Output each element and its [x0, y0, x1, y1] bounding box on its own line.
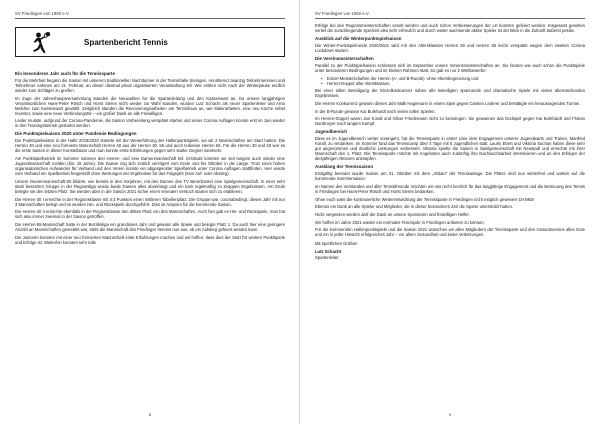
paragraph: Die Herren Konkurrenz gewann dieses Jahr Malk Hagemann in einem Spiel gegen Carsten Lederer und bestätigte ein herausragendes Turnier. [315, 101, 581, 107]
paragraph: Im Zuge der Jahreshauptversammlung standen die Neuwahlen für die Spartenleitung und den Kassenwart an. Da unsere langjährigen Verantwortlichen Hans-Peter Rösch und Horst Sieren nicht wieder zur Wahl standen, wurden Lutz Schacht als neuer Spartenleiter und Arno Melcher zum Kassenwart gewählt. Zeitgleich standen die Renovierungsarbeiten am Tennishaus an, wie Malerarbeiten, eine neu Küche nebst Inventer, sowie eine neue Verbindungstür – ein großer Dank an alle Freiwilligen. [15, 95, 285, 116]
list-item: • Einzel-Meisterschaften der Herren (A- und B-Runde) -ohne Altersbegrenzung und [321, 76, 585, 81]
paragraph: Die Herren-55-Mannschaft hatte in der Bezirksliga ein grandioses Jahr und gewann alle Spiele und belegte Platz 1. Da auch hier eine geringere Anzahl an Mannschaften gemeldet war, steht die Mannschaft des Friedinger Vereins nun aus, ob ein Aufstieg gefeiert werden kann. [15, 221, 285, 232]
page-number-left: 8 [148, 412, 152, 417]
title-box [15, 27, 285, 57]
paragraph: Die Herren-30 II erreichte ebenfalls in der Regionsklasse den dritten Platz von drei Mannschaften. Auch hier gab es Hin- und Rückspiele, man hat sich also immer zweimal in der Saison getroffen. [15, 209, 285, 220]
section-heading: Jugendbereich [315, 129, 348, 134]
paragraph: Bei einer tollen Beteiligung der Einzelkonkurrenz sahen alle Beteiligten spannende und dramatische Spiele mit vielen überraschenden Ergebnissen. [315, 88, 585, 99]
page-title: Spartenbericht Tennis [84, 38, 168, 47]
signature-name: Lutz Schacht [315, 249, 342, 255]
paragraph: Unsere Damenmannschaft-50 bildete, wie bereits in den Vorjahren, mit den Damen des TV Berenbostel eine Spielgemeinschaft. In einer sehr stark besetzten Gruppe in der Regionsliga wurde beide Damen alles abverlangt und ein kam regelmäßig zu knappen Ergebnissen. Am Ende belegte sie den letzten Platz. Sie werden aber in der Saison 2021 sicher einen erneuten Versuch starten sich zu etablieren. [15, 178, 285, 194]
paragraph: Parallel zu der Punktspielsaison schlossen sich im September unsere Vereinsmeisterschaften an. Sie fanden wie auch schon die Punktspiele unter besonderen Bedingungen und im kleinen Rahmen statt. So gab es nur 2 Wettbewerbe: [315, 62, 585, 74]
paragraph: Im Herren-Doppel waren Jan Korall und Oliver Friedemann nicht zu bezwingen. Sie gewannen das Endspiel gegen Kai Burkhardt und Florian Nordmeyer nach langem Kampf. [315, 116, 585, 127]
running-header-right: SV Friedingen von 1960 e.V. [315, 11, 370, 16]
paragraph: Ohne euch wäre die kontinuierliche Weiterentwicklung der Tennissparte in Friedingen nicht möglich gewesen! DANKE! [315, 196, 535, 202]
paragraph: Für die kommenden Hallenpunktspiele und die Saison 2021 wünschen wir allen Mitgliedern der Tennissparte und den Gesamtvereins alles Gute und ein in jeder Hinsicht erfolgreiches Jahr – vor allem Gesundheit und keine Verletzungen. [315, 227, 585, 238]
paragraph: Erfolge bei den Regionsmeisterschaften erzielt werden und auch schon Verbesserungen der LK konnten gefeiert werden. Insgesamt gesehen verlief die zurückliegende Spielzeit also sehr erfreulich und durch weiter wachsende aktive Spieler ist der Blick in die Zukunft äußerst positiv. [315, 23, 585, 34]
paragraph: Die Junioren konnten mit einer neu formierten Mannschaft erste Erfahrungen machen und wir hoffen, dass dies der Start für weitere Punktspiele und Erfolge ist. Weiterhin konnten sehr tolle [15, 234, 285, 245]
section-heading: Ausblick auf die Winterpunktspielsaison [315, 35, 402, 41]
signature-block [315, 241, 585, 261]
paragraph: Für die Mehrheit begann die Saison mit unserem traditionellen Nachtturnier in der Tennishalle Steingen. Annähernd zwanzig Teilnehmerinnen und Teilnehmer nahmen am 21. Februar, an dieser diesmal privat organisierten Veranstaltung teil. Wie erstlen nicht nach der Winterpause endlich wieder zum Schläger zu greifen. [15, 77, 285, 93]
section-heading: Ein besonderes Jahr auch für die Tennissparte [15, 70, 115, 76]
bullet-list [321, 76, 585, 86]
section-heading: Ausklang der Tennissaison [315, 164, 374, 170]
paragraph: Endgültig beendet wurde Saison am 31. Oktober mit dem „Abbau" der Tennisanlage. Die Plätze sind nun winterfest und warten auf die kommende Sommersaison. [315, 171, 585, 182]
tennis-player-icon [28, 31, 52, 55]
paragraph: Leider musste, aufgrund der Corona-Pandemie, die Saison Vorbereitung verspätet starten und unser Corona Auflagen konnte erst im Juni wieder in den Trainingsbetrieb gestartet werden. [15, 118, 285, 129]
signature-greeting: Mit sportlichen Grüßen [315, 241, 358, 247]
paragraph: Dass es im Jugendbereich weiter vorangeht, hat die Tennissparte in erster Linie dem Engagement unserer Jugendwarts und Trainer, Manfred Korall, zu verdanken. Im Sommer fand das Tenniscamp über 4 Tage mit 6 Jugendlichen statt. Laurin Ebert und Viktoria Suchan haben diese sehr gut angenommen und deutliche Leistungen verbessert. Viktoria spielte die Saison in Spielgemeinschaft mit Neustadt und erreichte mit ihrer Mannschaft den 1. Platz. Die Tennissparte möchte mit Angeboten auch zukünftig ihre Nachwuchsarbeit intensivieren und an den Erfolgen der diesjährigen Aktionen anknüpfen. [315, 136, 585, 162]
header-rule-right [315, 18, 585, 19]
paragraph: Wir hoffen im Jahre 2021 wieder ein normales Tennisjahr in Friedingen anbieten zu können. [315, 219, 485, 225]
signature-role: Spartenleiter [315, 255, 339, 261]
right-page [300, 0, 600, 424]
list-item: • Herren-Doppel aller Altersklassen. [321, 81, 585, 86]
right-body-text [315, 23, 585, 261]
paragraph: Die Herren-30 I erreichte in der Regionsklasse mit 4:4 Punkten einen mittleren Tabellenplatz. Die Gruppe war, coronabedingt, dieses Jahr mit nur 3 Mannschaften belegt und es wurden Hin- und Rückspiele durchgeführt. Dies ist Ansporn für die kommende Saison. [15, 196, 285, 207]
paragraph: Die Winter-Punktspielrunde 2020/2021 wird mit den Altersklassen Herren 30 und Herren 55 leicht verspätet wegen dem zweiten Corona Lockdown starten. [315, 42, 585, 54]
paragraph: Ebenso ein Dank an alle Spieler und Mitglieder, die in dieser besonderen Zeit die Sparte unterstützt haben. [315, 204, 514, 210]
header-rule [15, 18, 285, 19]
running-header: SV Friedingen von 1960 e.V. [15, 11, 70, 16]
paragraph: Nicht vergessen werden darf der Dank an unsere Sponsoren und freiwilligen Helfer. [315, 212, 470, 218]
paragraph: Am Punktspielbetrieb im Sommer nahmen drei Herren- und eine Damenmannschaft teil. Erstmals konnten wir seit langem auch wieder eine Jugendmannschaft melden (bis. 15 Jahre). Die Saison zog sich zeitlich verzögert vom Ende Juni bis Oktober in die Länge. Trotz eines hohen organisatorischen Aufwandes für Verband und den Verein konnte ein abgespeckter Spielbetrieb unter Corona Auflagen stattfinden. Hier wurde vom Verband ein Spielbetrieb freigestellt ohne Wertungen der Ergebnisse für das Folgejahr (kein Auf- oder Abstieg). [15, 156, 285, 177]
section-heading: Die Punktspielsaison 2020 unter Pandemie Bedingungen [15, 131, 137, 136]
paragraph: Im Namen des Vorstandes und aller Tennisfreunde möchten wir uns recht herzlich für das langjährige Engagement und die Betreuung des Tennis in Friedingen bei Hans-Peter Rösch und Horst Sieren bedanken. [315, 184, 585, 195]
page-number-right: 9 [448, 412, 452, 417]
paragraph: Die Punktspielsaison in der Halle 2019/2020 startete mit der Weiterführung der Hallenpunktspiele, wo wir 2 Mannschaften am Start hatten. Die Herren 30 und eine neu formierte Mannschaft Herren 40 aus der Herren 30. 55 und auch teilweise Herren 65. Für die Herren 30 und 40 war es die erste Saison in dieser Konstellation und man konnte erste Erfahrungen gegen sehr starke Gegner sammeln. [15, 138, 285, 154]
section-heading: Die Vereinsmeisterschaften [315, 55, 374, 61]
paragraph: In der B-Runde gewann Kai Burkhardt nach vielen tollen Spielen. [315, 108, 436, 114]
left-body-text [15, 68, 285, 247]
